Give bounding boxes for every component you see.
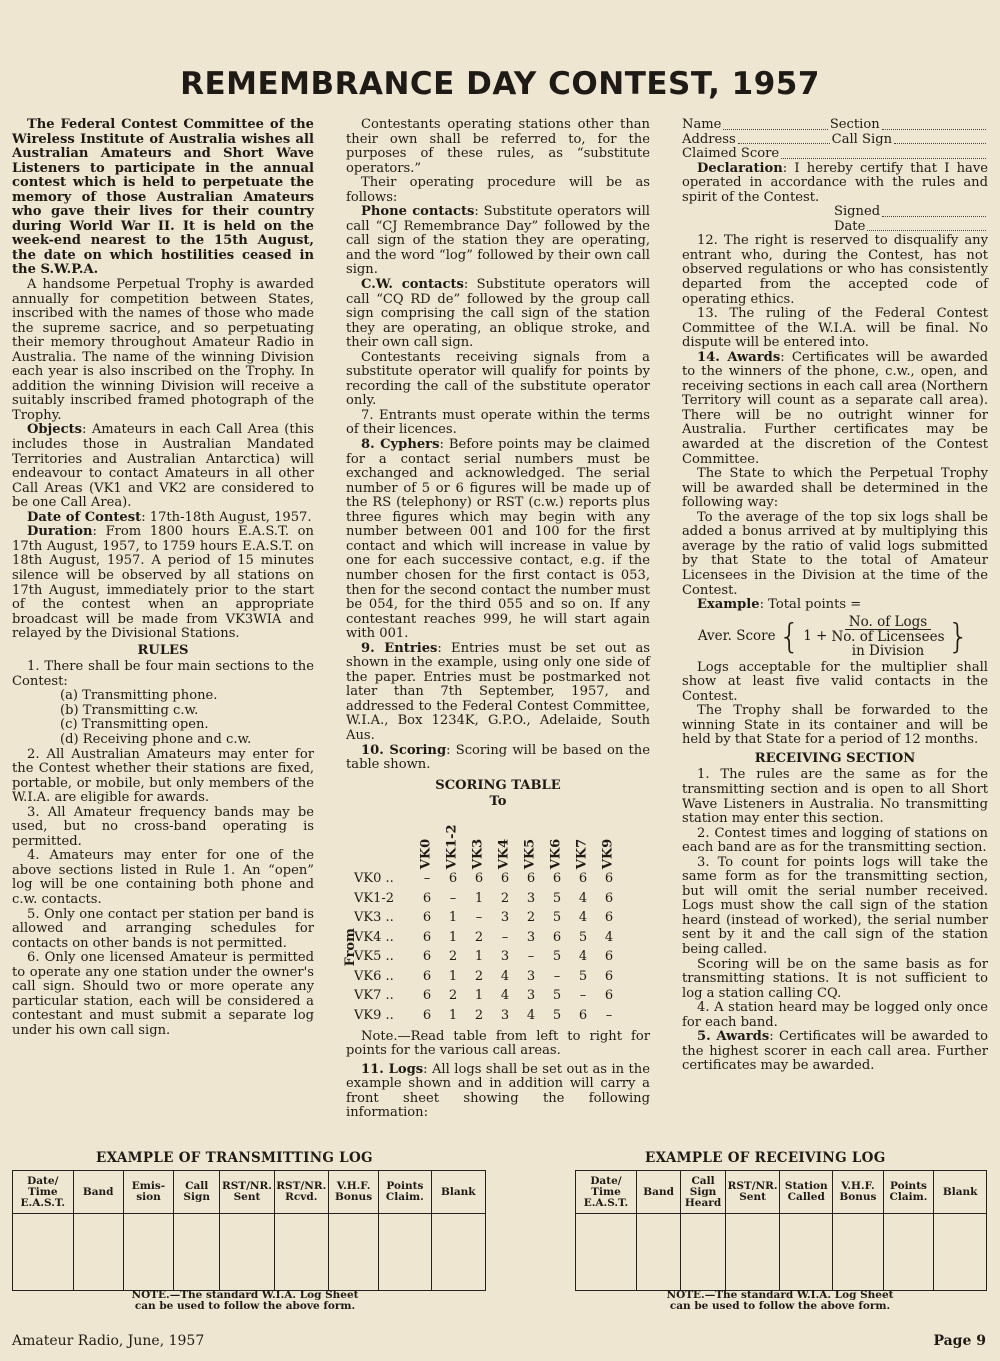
scoring-cell: 5 bbox=[552, 988, 562, 1004]
scoring-cell: 6 bbox=[422, 968, 432, 984]
scoring-row bbox=[354, 1006, 622, 1026]
perpetual-paragraph: The State to which the Perpetual Trophy will be awarded shall be determined in the following way: bbox=[682, 466, 988, 511]
scoring-row-label: VK9 .. bbox=[354, 1007, 394, 1023]
scoring-cell: 2 bbox=[474, 1007, 484, 1023]
date-paragraph bbox=[12, 511, 314, 526]
scoring-row bbox=[354, 948, 622, 968]
log-column-header: Date/ Time E.A.S.T. bbox=[13, 1171, 74, 1214]
scoring-cell: 6 bbox=[604, 890, 614, 906]
column-1 bbox=[12, 118, 314, 1038]
rule-8-text: : Before points may be claimed for a contact serial numbers must be exchanged and acknowledged. The serial number of 5 or 6 figures will be made up of the RS (telephony) or RST (c.w.) reports plus three figures which may begin with any number between 001 and 100 for the first contact and which will increase in value by one for each successive contact, e.g. if the number chosen for the first contact is 053, then for the second contact the number must be 054, for the third 055 and so on. If any contestant reaches 999, he will start again with 001. bbox=[346, 437, 650, 642]
scoring-cell: 2 bbox=[526, 910, 536, 926]
date-label: Date bbox=[834, 218, 866, 234]
scoring-col-header bbox=[440, 812, 466, 870]
scoring-cell: 1 bbox=[448, 929, 458, 945]
scoring-row bbox=[354, 967, 622, 987]
receiving-paragraph: Contestants receiving signals from a substitute operator will qualify for points by recording the call of the substitute operator only. bbox=[346, 349, 650, 409]
name-label: Name bbox=[682, 117, 722, 132]
rule-5: 5. Only one contact per station per band is allowed and arranging schedules for contacts on other bands is not permitted. bbox=[12, 906, 314, 951]
name-row bbox=[682, 118, 988, 133]
scoring-cell: – bbox=[501, 929, 509, 945]
scoring-cell: 2 bbox=[474, 968, 484, 984]
footer-page-number: Page 9 bbox=[933, 1333, 986, 1349]
scoring-cell: 6 bbox=[422, 988, 432, 1004]
scoring-cell: – bbox=[579, 988, 587, 1004]
log-blank-cell bbox=[13, 1214, 74, 1291]
column-3 bbox=[682, 118, 988, 1074]
rule-11-text: : All logs shall be set out as in the example shown and in addition will carry a front sheet showing the following information: bbox=[346, 1061, 650, 1121]
receiving-rule-1: 1. The rules are the same as for the transmitting section and is open to all Short Wave Listeners in Australia. No transmitting station may enter this section. bbox=[682, 767, 988, 827]
address-label: Address bbox=[682, 131, 736, 147]
scoring-cell: 6 bbox=[474, 871, 484, 887]
scoring-cell: – bbox=[475, 910, 483, 926]
log-column-header: Station Called bbox=[780, 1171, 833, 1214]
callsign-label: Call Sign bbox=[831, 131, 893, 147]
log-column-header: Points Claim. bbox=[883, 1171, 934, 1214]
rule-1b: (b) Transmitting c.w. bbox=[60, 702, 199, 718]
rule-14-text: : Certificates will be awarded to the winners of the phone, c.w., open, and receiving sections in each call area (Northern Territory will count as a separate call area). There will be no outright winner for Australia. Further certificates may be awarded at the discretion of the Contest Committee. bbox=[682, 349, 988, 467]
log-column-header: RST/NR. Sent bbox=[725, 1171, 780, 1214]
table-note bbox=[346, 1030, 650, 1059]
rule-3: 3. All Amateur frequency bands may be used, but no cross-band operating is permitted. bbox=[12, 804, 314, 849]
procedure-paragraph: Their operating procedure will be as follows: bbox=[346, 175, 650, 205]
declaration-label: Declaration bbox=[697, 160, 783, 176]
formula-fraction bbox=[831, 615, 944, 658]
log-blank-cell bbox=[681, 1214, 725, 1291]
scoring-col-label: VK1-2 bbox=[444, 824, 460, 870]
scoring-row bbox=[354, 987, 622, 1007]
rule-7: 7. Entrants must operate within the terms of their licences. bbox=[346, 407, 650, 438]
rule-2: 2. All Australian Amateurs may enter for the Contest whether their stations are fixed, portable, or mobile, but only members of the W.I.A. are eligible for awards. bbox=[12, 746, 314, 806]
rule-9-label: 9. Entries bbox=[361, 640, 438, 656]
scoring-cell: 6 bbox=[604, 988, 614, 1004]
intro-paragraph: The Federal Contest Committee of the Wireless Institute of Australia wishes all Australian Amateurs and Short Wave Listeners to participate in the annual contest which is held to perpetuate the memory of those Australian Amateurs who gave their lives for their country during World War II. It is held on the week-end nearest to the 15th August, the date on which hostilities ceased in the S.W.P.A. bbox=[12, 117, 314, 278]
scoring-cell: 2 bbox=[474, 929, 484, 945]
scoring-cell: 5 bbox=[578, 929, 588, 945]
log-column-header: V.H.F. Bonus bbox=[328, 1171, 378, 1214]
rx-log-heading: EXAMPLE OF RECEIVING LOG bbox=[645, 1150, 886, 1166]
scoring-row bbox=[354, 889, 622, 909]
example-text: : Total points = bbox=[759, 597, 862, 613]
log-blank-cell bbox=[934, 1214, 987, 1291]
date-row bbox=[682, 220, 988, 235]
name-dots bbox=[723, 118, 827, 130]
phone-label: Phone contacts bbox=[361, 204, 475, 220]
scoring-cell: 6 bbox=[578, 1007, 588, 1023]
callsign-dots bbox=[894, 133, 986, 145]
scoring-cell: 3 bbox=[526, 988, 536, 1004]
rx-log-note bbox=[635, 1290, 925, 1312]
scoring-col-label: VK5 bbox=[522, 838, 538, 870]
scoring-cell: 6 bbox=[604, 910, 614, 926]
formula-one: 1 + bbox=[803, 628, 828, 645]
claimed-dots bbox=[781, 147, 986, 159]
scoring-cell: 6 bbox=[526, 871, 536, 887]
scoring-cell: 6 bbox=[552, 929, 562, 945]
scoring-cell: 6 bbox=[500, 871, 510, 887]
rule-14-label: 14. Awards bbox=[697, 349, 781, 365]
scoring-cell: – bbox=[423, 871, 431, 887]
log-column-header: Blank bbox=[431, 1171, 485, 1214]
formula-denominator-2: in Division bbox=[851, 643, 925, 660]
scoring-col-label: VK9 bbox=[600, 838, 616, 870]
scoring-cell: 3 bbox=[526, 968, 536, 984]
scoring-cell: 4 bbox=[500, 968, 510, 984]
duration-label: Duration bbox=[27, 524, 93, 540]
scoring-col-header bbox=[414, 812, 440, 870]
scoring-cell: 3 bbox=[526, 890, 536, 906]
scoring-col-label: VK6 bbox=[548, 838, 564, 870]
scoring-cell: 3 bbox=[526, 929, 536, 945]
scoring-cell: 6 bbox=[578, 871, 588, 887]
rule-1: 1. There shall be four main sections to the Contest: bbox=[12, 659, 314, 689]
scoring-col-header bbox=[596, 812, 622, 870]
log-column-header: RST/NR. Rcvd. bbox=[274, 1171, 328, 1214]
rule-9 bbox=[346, 642, 650, 744]
log-blank-cell bbox=[431, 1214, 485, 1291]
log-blank-cell bbox=[833, 1214, 884, 1291]
scoring-row bbox=[354, 909, 622, 929]
rule-8-label: 8. Cyphers bbox=[361, 437, 440, 453]
log-column-header: Points Claim. bbox=[379, 1171, 431, 1214]
table-note-text: Note.—Read table from left to right for points for the various call areas. bbox=[346, 1028, 650, 1059]
scoring-col-header bbox=[570, 812, 596, 870]
phone-text: : Substitute operators will call “CJ Remembrance Day” followed by the call sign of the station they are operating, and the word “log” followed by their own call sign. bbox=[346, 204, 650, 278]
log-blank-cell bbox=[73, 1214, 123, 1291]
formula-numerator: No. of Logs bbox=[845, 615, 931, 630]
claimed-label: Claimed Score bbox=[682, 146, 780, 162]
log-blank-cell bbox=[123, 1214, 173, 1291]
receiving-rule-5-text: : Certificates will be awarded to the highest scorer in each call area. Further certificates may be awarded. bbox=[682, 1029, 988, 1074]
scoring-cell: 6 bbox=[422, 929, 432, 945]
scoring-cell: 6 bbox=[422, 910, 432, 926]
scoring-cell: 1 bbox=[448, 1007, 458, 1023]
address-dots bbox=[738, 133, 830, 145]
tx-log-table bbox=[12, 1170, 486, 1291]
column-2 bbox=[342, 117, 651, 1121]
receiving-rule-3: 3. To count for points logs will take the same form as for the transmitting section, but will omit the serial number received. Logs must show the call sign of the station heard (instead of worked), the serial number sent by it and the call sign of the station being called. bbox=[682, 854, 988, 957]
scoring-row-label: VK4 .. bbox=[354, 929, 394, 945]
receiving-scoring: Scoring will be on the same basis as for transmitting stations. It is not sufficient to log a station calling CQ. bbox=[682, 956, 988, 1001]
forwarded-paragraph: The Trophy shall be forwarded to the winning State in its container and will be held by that State for a period of 12 months. bbox=[682, 703, 988, 748]
scoring-cell: 6 bbox=[422, 1007, 432, 1023]
scoring-row-label: VK7 .. bbox=[354, 988, 394, 1004]
scoring-cell: 4 bbox=[500, 988, 510, 1004]
log-column-header: Call Sign bbox=[174, 1171, 220, 1214]
scoring-row-label: VK5 .. bbox=[354, 949, 394, 965]
receiving-rule-5-label: 5. Awards bbox=[697, 1029, 770, 1045]
tx-log-note-line2: can be used to follow the above form. bbox=[134, 1300, 356, 1312]
scoring-cell: 6 bbox=[604, 871, 614, 887]
scoring-col-header bbox=[466, 812, 492, 870]
receiving-rule-2: 2. Contest times and logging of stations on each band are as for the transmitting section. bbox=[682, 825, 988, 856]
log-blank-cell bbox=[576, 1214, 637, 1291]
scoring-cell: 6 bbox=[448, 871, 458, 887]
tx-log-heading: EXAMPLE OF TRANSMITTING LOG bbox=[96, 1150, 373, 1166]
scoring-col-header bbox=[544, 812, 570, 870]
scoring-row-label: VK6 .. bbox=[354, 968, 394, 984]
section-dots bbox=[882, 118, 986, 130]
formula-left: Aver. Score bbox=[697, 628, 776, 645]
declaration-text: : I hereby certify that I have operated in accordance with the rules and spirit of the Contest. bbox=[682, 160, 988, 205]
log-column-header: V.H.F. Bonus bbox=[833, 1171, 884, 1214]
scoring-table-from: From bbox=[342, 927, 358, 967]
substitute-paragraph: Contestants operating stations other than their own shall be referred to, for the purposes of these rules, as “substitute operators.” bbox=[346, 117, 650, 176]
tx-log-note bbox=[100, 1290, 390, 1312]
scoring-cell: – bbox=[605, 1007, 613, 1023]
scoring-cell: 6 bbox=[552, 871, 562, 887]
scoring-cell: 5 bbox=[552, 890, 562, 906]
rule-1c: (c) Transmitting open. bbox=[60, 717, 209, 733]
phone-paragraph bbox=[346, 205, 650, 278]
scoring-table-to: To bbox=[489, 794, 507, 810]
scoring-row bbox=[354, 928, 622, 948]
rx-log-note-line2: can be used to follow the above form. bbox=[669, 1300, 891, 1312]
scoring-cell: 5 bbox=[552, 949, 562, 965]
scoring-table-heading: SCORING TABLE bbox=[435, 777, 561, 793]
address-row bbox=[682, 133, 988, 148]
scoring-cell: 5 bbox=[578, 968, 588, 984]
rx-log-table bbox=[575, 1170, 987, 1291]
scoring-cell: 2 bbox=[448, 988, 458, 1004]
log-blank-cell bbox=[174, 1214, 220, 1291]
scoring-cell: 1 bbox=[448, 968, 458, 984]
signed-row bbox=[682, 205, 988, 220]
rule-8 bbox=[346, 438, 650, 642]
claimed-row bbox=[682, 147, 988, 162]
rule-14 bbox=[682, 351, 988, 467]
scoring-cell: 6 bbox=[422, 949, 432, 965]
cw-paragraph bbox=[346, 278, 650, 351]
log-column-header: Call Sign Heard bbox=[681, 1171, 725, 1214]
log-blank-cell bbox=[780, 1214, 833, 1291]
scoring-cell: 4 bbox=[578, 910, 588, 926]
scoring-cell: 6 bbox=[422, 890, 432, 906]
rule-11 bbox=[346, 1063, 650, 1121]
scoring-cell: 1 bbox=[474, 988, 484, 1004]
scoring-cell: 6 bbox=[604, 968, 614, 984]
log-column-header: Band bbox=[73, 1171, 123, 1214]
scoring-cell: 2 bbox=[500, 890, 510, 906]
log-blank-cell bbox=[220, 1214, 274, 1291]
scoring-col-label: VK3 bbox=[470, 838, 486, 870]
receiving-rule-4: 4. A station heard may be logged only once for each band. bbox=[682, 1000, 988, 1030]
acceptable-paragraph: Logs acceptable for the multiplier shall show at least five valid contacts in the Contest. bbox=[682, 659, 988, 704]
scoring-cell: – bbox=[449, 890, 457, 906]
rule-9-text: : Entries must be set out as shown in the example, using only one side of the paper. Entries must be postmarked not later than 7th September, 1957, and addressed to the Federal Contest Committee, W.I.A., Box 1234K, G.P.O., Adelaide, South Aus. bbox=[346, 640, 650, 743]
page-title: REMEMBRANCE DAY CONTEST, 1957 bbox=[180, 66, 820, 102]
rule-10-label: 10. Scoring bbox=[361, 742, 447, 758]
duration-text: : From 1800 hours E.A.S.T. on 17th August, 1957, to 1759 hours E.A.S.T. on 18th August, 1957. A period of 15 minutes silence will be observed by all stations on 17th August, immediately prior to the start of the contest when an appropriate broadcast will be made from VK3WIA and relayed by the Divisional Stations. bbox=[12, 524, 314, 642]
date-dots bbox=[867, 220, 986, 232]
rule-11-label: 11. Logs bbox=[361, 1061, 424, 1077]
scoring-cell: 4 bbox=[604, 929, 614, 945]
log-blank-cell bbox=[883, 1214, 934, 1291]
log-column-header: Blank bbox=[934, 1171, 987, 1214]
log-column-header: Band bbox=[636, 1171, 680, 1214]
log-blank-cell bbox=[274, 1214, 328, 1291]
cw-text: : Substitute operators will call “CQ RD de” followed by the group call sign comprising the call sign of the station they are operating, an oblique stroke, and their own call sign. bbox=[346, 277, 651, 351]
log-blank-cell bbox=[725, 1214, 780, 1291]
scoring-cell: 4 bbox=[578, 949, 588, 965]
scoring-cell: 6 bbox=[604, 949, 614, 965]
cw-label: C.W. contacts bbox=[361, 277, 464, 293]
example-paragraph bbox=[682, 598, 988, 613]
scoring-col-header bbox=[518, 812, 544, 870]
scoring-cell: 2 bbox=[448, 949, 458, 965]
scoring-cell: 3 bbox=[500, 910, 510, 926]
scoring-table bbox=[354, 812, 622, 1026]
footer-publication: Amateur Radio, June, 1957 bbox=[12, 1333, 205, 1349]
rule-10 bbox=[346, 744, 650, 773]
signed-label: Signed bbox=[834, 204, 881, 220]
receiving-heading: RECEIVING SECTION bbox=[754, 750, 916, 766]
date-label: Date of Contest bbox=[27, 509, 142, 525]
objects-label: Objects bbox=[27, 422, 83, 438]
scoring-cell: 3 bbox=[500, 1007, 510, 1023]
tx-log-note-line1: NOTE.—The standard W.I.A. Log Sheet bbox=[131, 1289, 359, 1301]
scoring-col-label: VK0 bbox=[418, 838, 434, 870]
scoring-cell: 1 bbox=[448, 910, 458, 926]
trophy-paragraph: A handsome Perpetual Trophy is awarded annually for competition between States, inscribed with the names of those who made the supreme sacrice, and so perpetuating their memory throughout Amateur Radio in Australia. The name of the winning Division each year is also inscribed on the Trophy. In addition the winning Division will receive a suitably inscribed framed photograph of the Trophy. bbox=[12, 277, 314, 423]
scoring-cell: 1 bbox=[474, 949, 484, 965]
rx-log-note-line1: NOTE.—The standard W.I.A. Log Sheet bbox=[666, 1289, 894, 1301]
scoring-row bbox=[354, 870, 622, 890]
log-blank-cell bbox=[328, 1214, 378, 1291]
scoring-cell: 4 bbox=[526, 1007, 536, 1023]
rule-10-text: : Scoring will be based on the table shown. bbox=[346, 742, 650, 773]
receiving-rule-5 bbox=[682, 1030, 988, 1074]
scoring-row-label: VK0 .. bbox=[354, 871, 394, 887]
rule-4: 4. Amateurs may enter for one of the above sections listed in Rule 1. An “open” log will be one containing both phone and c.w. contacts. bbox=[12, 848, 314, 907]
rule-1a: (a) Transmitting phone. bbox=[60, 688, 218, 704]
example-label: Example bbox=[697, 597, 760, 613]
rule-13: 13. The ruling of the Federal Contest Committee of the W.I.A. will be final. No dispute will be entered into. bbox=[682, 306, 988, 351]
scoring-cell: 1 bbox=[474, 890, 484, 906]
scoring-row-label: VK1-2 bbox=[354, 890, 395, 906]
scoring-col-header bbox=[492, 812, 518, 870]
signed-dots bbox=[882, 205, 986, 217]
scoring-col-label: VK7 bbox=[574, 838, 590, 870]
scoring-cell: – bbox=[553, 968, 561, 984]
scoring-col-label: VK4 bbox=[496, 838, 512, 870]
scoring-cell: 4 bbox=[578, 890, 588, 906]
section-label: Section bbox=[829, 117, 880, 132]
declaration bbox=[682, 162, 988, 206]
rules-heading: RULES bbox=[137, 642, 189, 658]
objects-paragraph bbox=[12, 423, 314, 510]
rule-6: 6. Only one licensed Amateur is permitted to operate any one station under the owner's call sign. Should two or more operate any particular station, each will be considered a contestant and must submit a separate log under his own call sign. bbox=[12, 950, 314, 1038]
scoring-cell: 3 bbox=[500, 949, 510, 965]
log-column-header: RST/NR. Sent bbox=[220, 1171, 274, 1214]
score-formula bbox=[682, 613, 988, 661]
formula-denominator: No. of Licensees bbox=[831, 629, 945, 646]
objects-text: : Amateurs in each Call Area (this includes those in Australian Mandated Territories and Australian Antarctica) will endeavour to contact Amateurs in all other Call Areas (VK1 and VK2 are considered to be one Call Area). bbox=[12, 422, 314, 511]
scoring-row-label: VK3 .. bbox=[354, 910, 394, 926]
right-brace: } bbox=[947, 616, 970, 657]
rule-12: 12. The right is reserved to disqualify any entrant who, during the Contest, has not observed regulations or who has consistently departed from the accepted code of operating ethics. bbox=[682, 233, 988, 307]
left-brace: { bbox=[778, 616, 801, 657]
log-column-header: Date/ Time E.A.S.T. bbox=[576, 1171, 637, 1214]
scoring-cell: – bbox=[527, 949, 535, 965]
scoring-corner bbox=[354, 812, 414, 870]
duration-paragraph bbox=[12, 525, 314, 641]
rule-1d: (d) Receiving phone and c.w. bbox=[60, 731, 252, 747]
date-text: : 17th-18th August, 1957. bbox=[141, 509, 312, 525]
log-column-header: Emis- sion bbox=[123, 1171, 173, 1214]
scoring-cell: 5 bbox=[552, 1007, 562, 1023]
scoring-cell: 5 bbox=[552, 910, 562, 926]
log-blank-cell bbox=[379, 1214, 431, 1291]
scoring-table-wrap bbox=[342, 812, 650, 1026]
average-paragraph: To the average of the top six logs shall be added a bonus arrived at by multiplying this average by the ratio of valid logs submitted by that State to the total of Amateur Licensees in the Division at the time of the Contest. bbox=[682, 509, 988, 598]
log-blank-cell bbox=[636, 1214, 680, 1291]
